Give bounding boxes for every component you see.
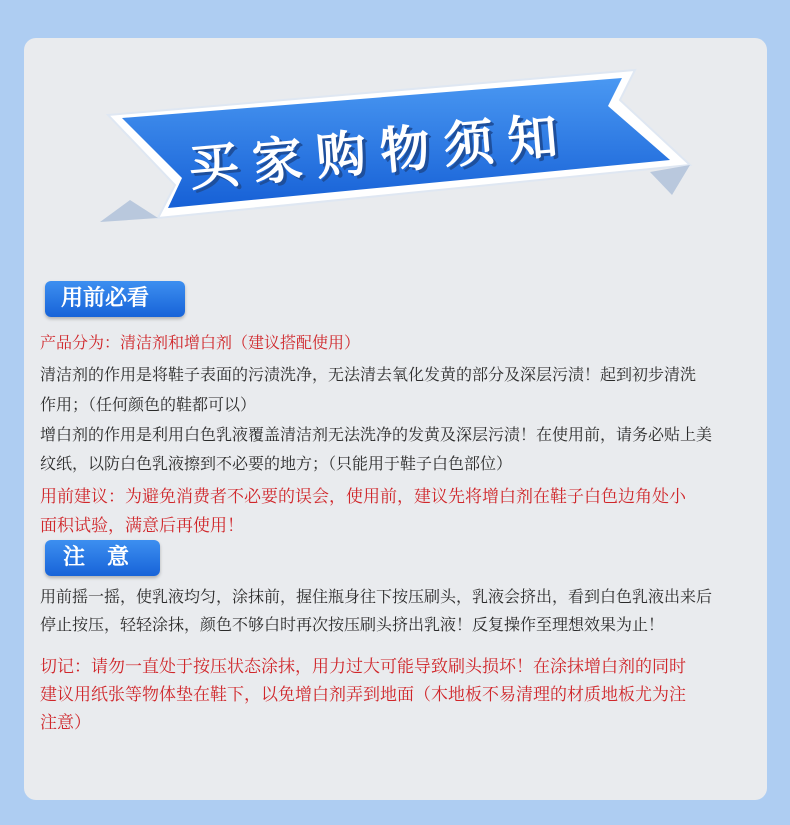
usage-advice-line-1: 用前建议：为避免消费者不必要的误会，使用前，建议先将增白剂在鞋子白色边角处小	[40, 487, 686, 507]
banner-title: 买家购物须知	[186, 106, 574, 198]
warning-line-3: 注意）	[40, 713, 91, 733]
product-types-line: 产品分为：清洁剂和增白剂（建议搭配使用）	[40, 333, 361, 352]
warning-line-2: 建议用纸张等物体垫在鞋下，以免增白剂弄到地面（木地板不易清理的材质地板尤为注	[40, 685, 686, 705]
section-tag-char-2: 意	[106, 545, 129, 570]
notice-line-1: 用前摇一摇，使乳液均匀，涂抹前，握住瓶身往下按压刷头，乳液会挤出，看到白色乳液出来后	[40, 587, 713, 606]
section-tag-char-1: 注	[63, 545, 86, 570]
notice-line-2: 停止按压，轻轻涂抹，颜色不够白时再次按压刷头挤出乳液！反复操作至理想效果为止！	[40, 615, 665, 634]
cleaner-desc-line-2: 作用；（任何颜色的鞋都可以）	[40, 395, 257, 414]
section-tag-before-use	[45, 281, 185, 317]
whitener-desc-line-2: 纹纸，以防白色乳液擦到不必要的地方；（只能用于鞋子白色部位）	[40, 454, 513, 473]
section-tag-label-group	[63, 540, 129, 576]
warning-line-1: 切记：请勿一直处于按压状态涂抹，用力过大可能导致刷头损坏！在涂抹增白剂的同时	[40, 657, 686, 677]
usage-advice-line-2: 面积试验，满意后再使用！	[40, 516, 244, 536]
cleaner-desc-line-1: 清洁剂的作用是将鞋子表面的污渍洗净，无法清去氧化发黄的部分及深层污渍！起到初步清洗	[40, 365, 697, 384]
section-tag-label: 用前必看	[61, 286, 150, 311]
section-tag-notice	[45, 540, 160, 576]
whitener-desc-line-1: 增白剂的作用是利用白色乳液覆盖清洁剂无法洗净的发黄及深层污渍！在使用前，请务必贴上美	[40, 425, 713, 444]
